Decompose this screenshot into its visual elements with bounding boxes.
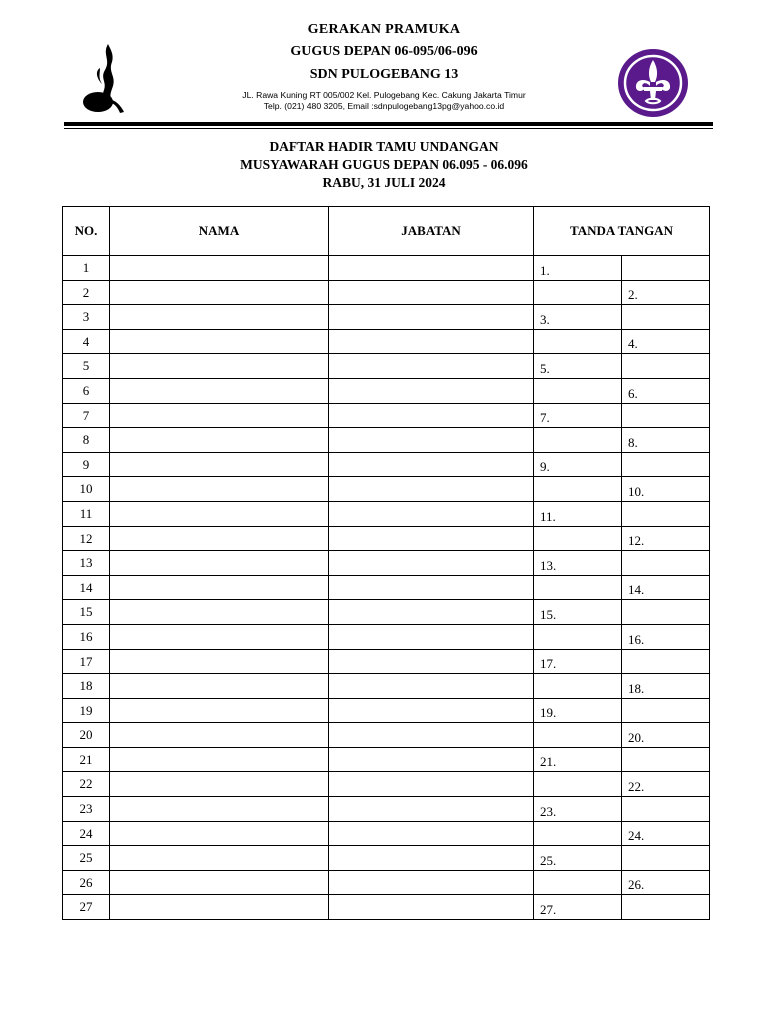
- header-divider-thick: [64, 122, 713, 126]
- row-number: 25: [79, 850, 93, 866]
- table-row: [63, 772, 710, 797]
- jabatan-cell[interactable]: [329, 698, 534, 723]
- row-number-cell: [63, 723, 110, 748]
- jabatan-cell[interactable]: [329, 895, 534, 920]
- row-number: 11: [79, 505, 93, 521]
- signature-number: 13.: [540, 557, 557, 573]
- signature-cell-right[interactable]: [622, 354, 710, 379]
- table-row: [63, 797, 710, 822]
- signature-number: 8.: [628, 434, 638, 450]
- signature-number: 26.: [628, 877, 645, 893]
- header-divider-thin: [64, 128, 713, 129]
- row-number-cell: [63, 649, 110, 674]
- table-row: [63, 698, 710, 723]
- jabatan-cell[interactable]: [329, 870, 534, 895]
- signature-cell-left[interactable]: [534, 551, 622, 576]
- row-number-cell: [63, 305, 110, 330]
- table-header-row: [63, 207, 710, 256]
- jabatan-cell[interactable]: [329, 428, 534, 453]
- signature-cell-right[interactable]: [622, 551, 710, 576]
- column-header-nama: NAMA: [110, 207, 329, 256]
- signature-cell-left[interactable]: [534, 305, 622, 330]
- signature-number: 10.: [628, 483, 645, 499]
- signature-cell-right[interactable]: [622, 305, 710, 330]
- signature-cell-right[interactable]: [622, 477, 710, 502]
- row-number-cell: [63, 477, 110, 502]
- row-number: 17: [79, 653, 93, 669]
- table-row: [63, 747, 710, 772]
- table-row: [63, 501, 710, 526]
- nama-cell[interactable]: [110, 600, 329, 625]
- row-number: 26: [79, 874, 93, 890]
- row-number-cell: [63, 772, 110, 797]
- table-row: [63, 551, 710, 576]
- row-number-cell: [63, 428, 110, 453]
- signature-cell-left[interactable]: [534, 477, 622, 502]
- column-header-jabatan: JABATAN: [329, 207, 534, 256]
- signature-cell-right[interactable]: [622, 674, 710, 699]
- row-number-cell: [63, 354, 110, 379]
- jabatan-cell[interactable]: [329, 624, 534, 649]
- table-row: [63, 329, 710, 354]
- table-row: [63, 526, 710, 551]
- signature-cell-left[interactable]: [534, 378, 622, 403]
- nama-cell[interactable]: [110, 870, 329, 895]
- nama-cell[interactable]: [110, 649, 329, 674]
- column-header-tanda-tangan: TANDA TANGAN: [534, 207, 710, 256]
- signature-number: 20.: [628, 729, 645, 745]
- nama-cell[interactable]: [110, 797, 329, 822]
- nama-cell[interactable]: [110, 821, 329, 846]
- jabatan-cell[interactable]: [329, 378, 534, 403]
- nama-cell[interactable]: [110, 551, 329, 576]
- signature-cell-right[interactable]: [622, 501, 710, 526]
- row-number-cell: [63, 378, 110, 403]
- nama-cell[interactable]: [110, 280, 329, 305]
- nama-cell[interactable]: [110, 428, 329, 453]
- row-number-cell: [63, 797, 110, 822]
- row-number: 14: [79, 579, 93, 595]
- signature-cell-right[interactable]: [622, 378, 710, 403]
- jabatan-cell[interactable]: [329, 501, 534, 526]
- row-number: 2: [82, 284, 90, 300]
- signature-cell-left[interactable]: [534, 649, 622, 674]
- row-number: 8: [82, 432, 90, 448]
- table-row: [63, 575, 710, 600]
- row-number: 1: [82, 260, 90, 275]
- nama-cell[interactable]: [110, 477, 329, 502]
- row-number: 20: [79, 727, 93, 743]
- signature-cell-left[interactable]: [534, 772, 622, 797]
- row-number: 7: [82, 407, 90, 423]
- row-number-cell: [63, 674, 110, 699]
- signature-cell-right[interactable]: [622, 403, 710, 428]
- row-number-cell: [63, 624, 110, 649]
- signature-cell-left[interactable]: [534, 846, 622, 871]
- address-line: JL. Rawa Kuning RT 005/002 Kel. Pulogebang Kec. Cakung Jakarta Timur: [242, 90, 526, 100]
- row-number: 15: [79, 604, 93, 620]
- jabatan-cell[interactable]: [329, 649, 534, 674]
- signature-number: 5.: [540, 360, 550, 376]
- gugus-depan-number: GUGUS DEPAN 06-095/06-096: [290, 44, 478, 59]
- nama-cell[interactable]: [110, 624, 329, 649]
- signature-cell-left[interactable]: [534, 674, 622, 699]
- nama-cell[interactable]: [110, 305, 329, 330]
- signature-cell-left[interactable]: [534, 797, 622, 822]
- table-row: [63, 649, 710, 674]
- table-row: [63, 256, 710, 281]
- nama-cell[interactable]: [110, 674, 329, 699]
- signature-cell-right[interactable]: [622, 870, 710, 895]
- signature-cell-left[interactable]: [534, 526, 622, 551]
- signature-number: 14.: [628, 582, 645, 598]
- signature-number: 4.: [628, 336, 638, 352]
- signature-cell-left[interactable]: [534, 501, 622, 526]
- jabatan-cell[interactable]: [329, 280, 534, 305]
- signature-cell-right[interactable]: [622, 797, 710, 822]
- signature-cell-right[interactable]: [622, 428, 710, 453]
- nama-cell[interactable]: [110, 354, 329, 379]
- row-number-cell: [63, 280, 110, 305]
- jabatan-cell[interactable]: [329, 551, 534, 576]
- row-number-cell: [63, 526, 110, 551]
- nama-cell[interactable]: [110, 698, 329, 723]
- row-number: 4: [82, 333, 90, 349]
- signature-number: 19.: [540, 705, 557, 721]
- jabatan-cell[interactable]: [329, 575, 534, 600]
- jabatan-cell[interactable]: [329, 846, 534, 871]
- jabatan-cell[interactable]: [329, 329, 534, 354]
- signature-cell-right[interactable]: [622, 698, 710, 723]
- signature-cell-right[interactable]: [622, 526, 710, 551]
- table-row: [63, 452, 710, 477]
- signature-cell-right[interactable]: [622, 723, 710, 748]
- table-row: [63, 674, 710, 699]
- signature-number: 24.: [628, 828, 645, 844]
- jabatan-cell[interactable]: [329, 526, 534, 551]
- signature-cell-right[interactable]: [622, 329, 710, 354]
- jabatan-cell[interactable]: [329, 600, 534, 625]
- signature-cell-left[interactable]: [534, 354, 622, 379]
- table-row: [63, 428, 710, 453]
- signature-number: 11.: [540, 508, 556, 524]
- signature-cell-left[interactable]: [534, 870, 622, 895]
- school-name: SDN PULOGEBANG 13: [309, 67, 459, 82]
- table-row: [63, 870, 710, 895]
- signature-number: 21.: [540, 754, 557, 770]
- signature-number: 12.: [628, 533, 645, 549]
- row-number-cell: [63, 403, 110, 428]
- signature-cell-left[interactable]: [534, 452, 622, 477]
- table-row: [63, 403, 710, 428]
- org-name: GERAKAN PRAMUKA: [307, 22, 461, 37]
- row-number: 10: [79, 481, 93, 497]
- row-number-cell: [63, 870, 110, 895]
- jabatan-cell[interactable]: [329, 797, 534, 822]
- jabatan-cell[interactable]: [329, 772, 534, 797]
- jabatan-cell[interactable]: [329, 477, 534, 502]
- row-number-cell: [63, 551, 110, 576]
- table-row: [63, 821, 710, 846]
- signature-cell-left[interactable]: [534, 624, 622, 649]
- attendance-table: [62, 206, 710, 920]
- signature-cell-left[interactable]: [534, 428, 622, 453]
- signature-cell-right[interactable]: [622, 747, 710, 772]
- signature-number: 18.: [628, 680, 645, 696]
- table-row: [63, 378, 710, 403]
- signature-cell-right[interactable]: [622, 600, 710, 625]
- row-number: 16: [79, 628, 93, 644]
- signature-cell-right[interactable]: [622, 575, 710, 600]
- signature-cell-left[interactable]: [534, 329, 622, 354]
- signature-cell-left[interactable]: [534, 698, 622, 723]
- row-number-cell: [63, 846, 110, 871]
- row-number: 22: [79, 776, 93, 792]
- signature-cell-left[interactable]: [534, 403, 622, 428]
- signature-number: 16.: [628, 631, 645, 647]
- signature-number: 23.: [540, 803, 557, 819]
- jabatan-cell[interactable]: [329, 821, 534, 846]
- signature-number: 17.: [540, 656, 557, 672]
- row-number-cell: [63, 575, 110, 600]
- row-number-cell: [63, 452, 110, 477]
- signature-cell-left[interactable]: [534, 280, 622, 305]
- signature-cell-right[interactable]: [622, 649, 710, 674]
- row-number-cell: [63, 256, 110, 281]
- signature-number: 25.: [540, 852, 557, 868]
- signature-number: 6.: [628, 385, 638, 401]
- signature-cell-left[interactable]: [534, 600, 622, 625]
- nama-cell[interactable]: [110, 452, 329, 477]
- table-row: [63, 600, 710, 625]
- nama-cell[interactable]: [110, 501, 329, 526]
- nama-cell[interactable]: [110, 895, 329, 920]
- jabatan-cell[interactable]: [329, 403, 534, 428]
- signature-cell-right[interactable]: [622, 452, 710, 477]
- row-number-cell: [63, 501, 110, 526]
- nama-cell[interactable]: [110, 575, 329, 600]
- row-number: 18: [79, 678, 93, 694]
- nama-cell[interactable]: [110, 378, 329, 403]
- jabatan-cell[interactable]: [329, 305, 534, 330]
- nama-cell[interactable]: [110, 846, 329, 871]
- document-title: DAFTAR HADIR TAMU UNDANGAN: [269, 139, 499, 154]
- nama-cell[interactable]: [110, 772, 329, 797]
- signature-number: 7.: [540, 410, 550, 426]
- signature-number: 3.: [540, 311, 550, 327]
- event-name: MUSYAWARAH GUGUS DEPAN 06.095 - 06.096: [240, 157, 528, 172]
- row-number: 12: [79, 530, 93, 546]
- table-row: [63, 280, 710, 305]
- table-row: [63, 354, 710, 379]
- signature-cell-right[interactable]: [622, 821, 710, 846]
- nama-cell[interactable]: [110, 526, 329, 551]
- signature-cell-left[interactable]: [534, 747, 622, 772]
- table-row: [63, 895, 710, 920]
- signature-cell-left[interactable]: [534, 821, 622, 846]
- signature-cell-right[interactable]: [622, 772, 710, 797]
- jabatan-cell[interactable]: [329, 256, 534, 281]
- signature-cell-left[interactable]: [534, 256, 622, 281]
- signature-cell-left[interactable]: [534, 895, 622, 920]
- signature-cell-left[interactable]: [534, 723, 622, 748]
- column-header-no: NO.: [63, 207, 110, 256]
- signature-number: 9.: [540, 459, 550, 475]
- table-row: [63, 846, 710, 871]
- row-number: 13: [79, 555, 93, 571]
- nama-cell[interactable]: [110, 723, 329, 748]
- address-block: [0, 90, 768, 111]
- row-number: 27: [79, 899, 93, 915]
- row-number-cell: [63, 895, 110, 920]
- row-number-cell: [63, 329, 110, 354]
- signature-cell-right[interactable]: [622, 256, 710, 281]
- signature-cell-right[interactable]: [622, 846, 710, 871]
- row-number: 24: [79, 825, 93, 841]
- contact-line: Telp. (021) 480 3205, Email :sdnpulogebang13pg@yahoo.co.id: [263, 100, 505, 111]
- signature-cell-right[interactable]: [622, 280, 710, 305]
- row-number-cell: [63, 698, 110, 723]
- signature-number: 22.: [628, 779, 645, 795]
- row-number: 6: [82, 382, 90, 398]
- signature-cell-right[interactable]: [622, 895, 710, 920]
- signature-number: 15.: [540, 606, 557, 622]
- nama-cell[interactable]: [110, 256, 329, 281]
- table-row: [63, 723, 710, 748]
- row-number: 21: [79, 751, 93, 767]
- signature-cell-right[interactable]: [622, 624, 710, 649]
- row-number-cell: [63, 821, 110, 846]
- signature-number: 1.: [540, 262, 550, 278]
- event-date: RABU, 31 JULI 2024: [322, 175, 446, 190]
- signature-number: 27.: [540, 902, 557, 918]
- table-row: [63, 305, 710, 330]
- row-number: 23: [79, 801, 93, 817]
- signature-cell-left[interactable]: [534, 575, 622, 600]
- jabatan-cell[interactable]: [329, 674, 534, 699]
- nama-cell[interactable]: [110, 747, 329, 772]
- row-number: 9: [82, 456, 90, 472]
- jabatan-cell[interactable]: [329, 747, 534, 772]
- nama-cell[interactable]: [110, 403, 329, 428]
- row-number: 5: [82, 358, 90, 374]
- table-row: [63, 624, 710, 649]
- jabatan-cell[interactable]: [329, 452, 534, 477]
- row-number: 19: [79, 702, 93, 718]
- signature-number: 2.: [628, 287, 638, 303]
- nama-cell[interactable]: [110, 329, 329, 354]
- jabatan-cell[interactable]: [329, 723, 534, 748]
- row-number-cell: [63, 600, 110, 625]
- row-number: 3: [82, 309, 90, 325]
- table-row: [63, 477, 710, 502]
- row-number-cell: [63, 747, 110, 772]
- jabatan-cell[interactable]: [329, 354, 534, 379]
